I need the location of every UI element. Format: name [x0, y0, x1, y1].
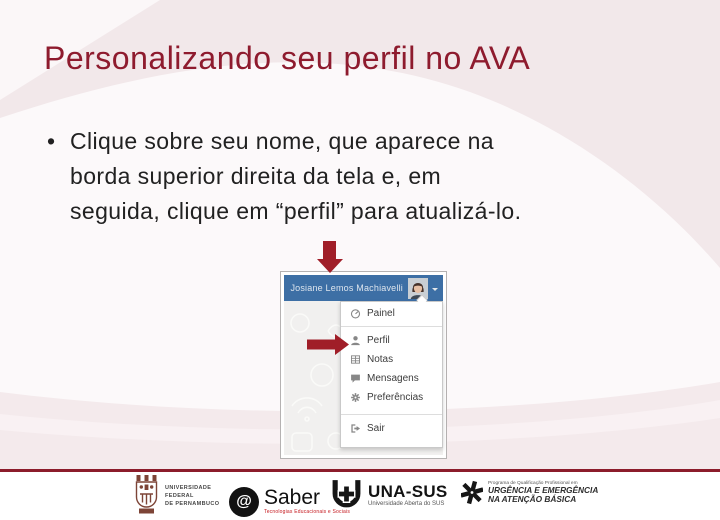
user-dropdown-menu: [340, 301, 443, 448]
menu-item-label: Painel: [367, 308, 395, 319]
ufpe-crest-icon: [135, 475, 158, 516]
unasus-name: UNA-SUS: [368, 481, 448, 501]
menu-item-label: Perfil: [367, 335, 390, 346]
arrow-right-icon: [307, 334, 349, 355]
ava-screenshot: [280, 271, 447, 459]
logout-icon: [350, 423, 361, 434]
menu-divider: [341, 414, 442, 415]
menu-item-mensagens[interactable]: [341, 369, 442, 388]
unasus-tagline: Universidade Aberta do SUS: [368, 500, 445, 507]
ufpe-text-line: UNIVERSIDADE: [165, 484, 212, 491]
unasus-logo: [330, 478, 448, 511]
menu-item-notas[interactable]: [341, 350, 442, 369]
chevron-down-icon: [432, 288, 438, 294]
grid-icon: [350, 354, 361, 365]
menu-divider: [341, 326, 442, 327]
ufpe-logo: [135, 475, 219, 516]
gear-icon: [350, 392, 361, 403]
menu-item-label: Preferências: [367, 392, 424, 403]
gauge-icon: [350, 308, 361, 319]
footer: [0, 472, 720, 520]
bullet-line: borda superior direita da tela e, em: [70, 163, 442, 189]
bullet-marker: •: [47, 128, 56, 154]
menu-item-sair[interactable]: [341, 419, 442, 438]
unasus-shield-icon: [330, 478, 363, 511]
user-icon: [350, 335, 361, 346]
program-line1: Programa de Qualificação Profissional em: [488, 480, 578, 486]
saber-at-icon: [229, 487, 259, 517]
menu-item-preferencias[interactable]: [341, 388, 442, 407]
arrow-down-icon: [317, 241, 343, 273]
bullet-line: seguida, clique em “perfil” para atualizá-lo.: [70, 198, 522, 224]
program-line2: URGÊNCIA E EMERGÊNCIA: [488, 484, 599, 495]
urgencia-program-logo: [461, 480, 598, 505]
program-line3: NA ATENÇÃO BÁSICA: [488, 494, 577, 504]
menu-item-painel[interactable]: [341, 304, 442, 323]
ufpe-text-line: FEDERAL: [165, 492, 194, 499]
user-name: Josiane Lemos Machiavelli: [290, 283, 403, 293]
user-avatar: [408, 278, 428, 299]
star-of-life-icon: [461, 480, 483, 505]
menu-item-perfil[interactable]: [341, 331, 442, 350]
bullet-line: Clique sobre seu nome, que aparece na: [70, 128, 494, 154]
menu-item-label: Mensagens: [367, 373, 419, 384]
bullet-text: [70, 124, 521, 229]
menu-item-label: Sair: [367, 423, 385, 434]
menu-item-label: Notas: [367, 354, 394, 365]
slide-title: Personalizando seu perfil no AVA: [44, 40, 531, 76]
saber-tagline: Tecnologias Educacionais e Sociais: [264, 509, 351, 515]
ufpe-text-line: DE PERNAMBUCO: [165, 500, 220, 507]
message-icon: [350, 373, 361, 384]
saber-name: Saber: [264, 486, 321, 509]
at-glyph: @: [236, 493, 252, 510]
